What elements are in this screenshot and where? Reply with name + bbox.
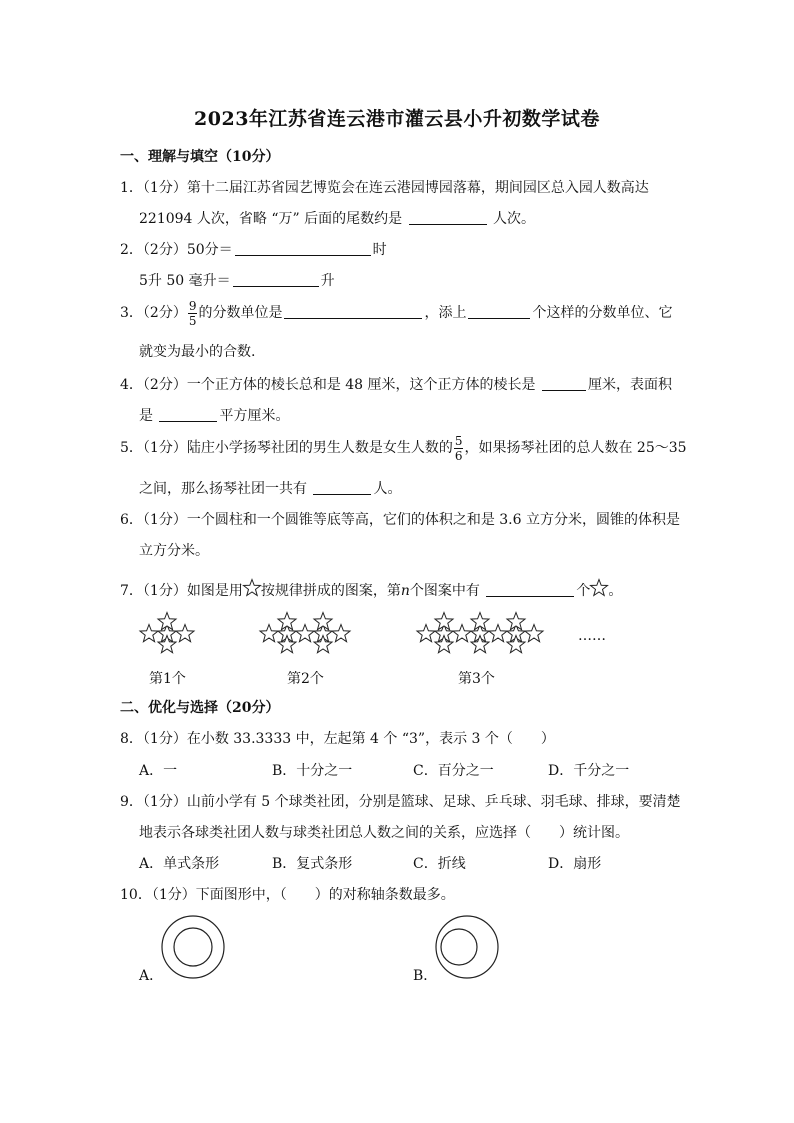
fraction-numerator: 9 <box>188 298 197 313</box>
option-a[interactable]: A．一 <box>139 763 178 779</box>
star-icon <box>525 625 543 642</box>
ellipsis: …… <box>578 628 606 644</box>
page-title: 2023年江苏省连云港市灌云县小升初数学试卷 <box>194 108 600 130</box>
option-b[interactable]: B． <box>413 968 438 984</box>
star-icon <box>278 636 296 653</box>
star-icon <box>435 636 453 653</box>
star-icon <box>507 636 525 653</box>
question-9-line-1: 9．（1分）山前小学有 5 个球类社团，分别是篮球、足球、乒乓球、羽毛球、排球，要清楚 <box>120 794 681 810</box>
question-2-unit: 时 <box>372 242 387 258</box>
option-a[interactable]: A．单式条形 <box>139 856 220 872</box>
option-b[interactable]: B．复式条形 <box>272 856 353 872</box>
option-c[interactable]: C．百分之一 <box>413 763 494 779</box>
question-3-text: 的分数单位是 <box>198 305 283 321</box>
question-7-text-2: 按规律拼成的图案，第 <box>260 583 401 599</box>
question-8: 8．（1分）在小数 33.3333 中，左起第 4 个 “3”，表示 3 个（ ） <box>120 731 555 747</box>
star-icon <box>471 636 489 653</box>
question-3-text-3: 个这样的分数单位、它 <box>532 305 673 321</box>
question-7-text-5: 。 <box>608 583 623 599</box>
question-7-text-3: 个图案中有 <box>409 583 480 599</box>
star-icon <box>417 625 435 642</box>
star-icon <box>453 625 471 642</box>
star-icon <box>296 625 314 642</box>
star-icon <box>140 625 158 642</box>
question-1-line-1: 1．（1分）第十二届江苏省园艺博览会在连云港园博园落幕，期间园区总入园人数高达 <box>120 180 649 196</box>
question-3-prefix: 3．（2分） <box>120 305 187 321</box>
question-7-text-4: 个 <box>576 583 591 599</box>
option-b[interactable]: B．十分之一 <box>272 763 353 779</box>
fraction-numerator: 5 <box>454 433 463 448</box>
question-4-text-4: 平方厘米。 <box>219 408 290 424</box>
option-d[interactable]: D．扇形 <box>548 856 602 872</box>
fraction-denominator: 5 <box>188 313 197 328</box>
question-4-text-2: 厘米，表面积 <box>587 377 672 393</box>
question-2-text-b: 5升 50 毫升＝ <box>139 273 231 289</box>
question-6-line-1: 6．（1分）一个圆柱和一个圆锥等底等高，它们的体积之和是 3.6 立方分米，圆锥的体积是 <box>120 512 680 528</box>
question-1-unit: 人次。 <box>493 211 536 227</box>
star-icon <box>260 625 278 642</box>
question-9-line-2: 地表示各球类社团人数与球类社团总人数之间的关系，应选择（ ）统计图。 <box>139 825 629 841</box>
question-3-text-2: ，添上 <box>424 305 467 321</box>
pattern-label-1: 第1个 <box>149 671 186 687</box>
fraction-denominator: 6 <box>454 448 463 463</box>
option-c[interactable]: C．折线 <box>413 856 466 872</box>
question-6-line-2: 立方分米。 <box>139 543 209 559</box>
star-icon <box>176 625 194 642</box>
question-4-text: 4．（2分）一个正方体的棱长总和是 48 厘米，这个正方体的棱长是 <box>120 377 536 393</box>
question-5-text-2: ，如果扬琴社团的总人数在 25～35 <box>464 440 687 456</box>
star-icon <box>332 625 350 642</box>
question-2-unit-b: 升 <box>320 273 335 289</box>
section-heading-2: 二、优化与选择（20分） <box>120 700 280 716</box>
question-2-text: 2．（2分）50分＝ <box>120 242 233 258</box>
variable-n: n <box>400 583 410 599</box>
question-5-text-4: 人。 <box>373 481 402 497</box>
star-icon <box>314 636 332 653</box>
question-3-line-2: 就变为最小的合数. <box>139 344 256 360</box>
question-5-text-3: 之间，那么扬琴社团一共有 <box>139 481 307 497</box>
offset-circles-figure <box>434 914 500 980</box>
section-heading-1: 一、理解与填空（10分） <box>120 149 280 165</box>
option-d[interactable]: D．千分之一 <box>548 763 630 779</box>
option-a[interactable]: A． <box>139 968 164 984</box>
question-4-text-3: 是 <box>139 408 153 424</box>
question-5-text: 5．（1分）陆庄小学扬琴社团的男生人数是女生人数的 <box>120 440 453 456</box>
pattern-label-2: 第2个 <box>287 671 324 687</box>
question-10: 10．（1分）下面图形中，（ ）的对称轴条数最多。 <box>120 887 455 903</box>
star-icon <box>158 636 176 653</box>
question-1-text: 221094 人次，省略 “万” 后面的尾数约是 <box>139 211 403 227</box>
concentric-circles-figure <box>160 914 226 980</box>
question-7-text: 7．（1分）如图是用 <box>120 583 243 599</box>
pattern-label-3: 第3个 <box>458 671 495 687</box>
star-icon <box>489 625 507 642</box>
